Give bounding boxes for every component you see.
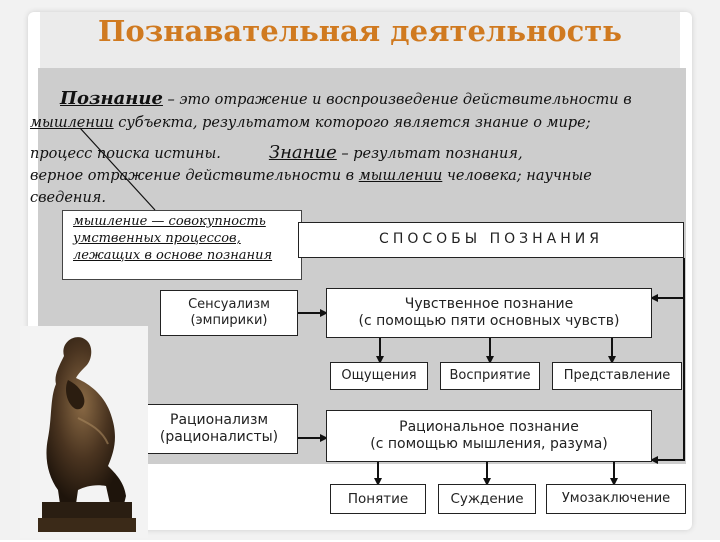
definition-line-2: мышлении субъекта, результатом которого является знание о мире; (30, 115, 591, 131)
definition-line-5: сведения. (30, 190, 107, 206)
judgment-box: Суждение (438, 484, 536, 514)
thinking-note: мышление — совокупность умственных процессов, лежащих в основе познания (62, 210, 302, 280)
rationalism-box: Рационализм (рационалисты) (140, 404, 298, 454)
term-cognition: Познание (60, 88, 163, 109)
sensory-cognition-box: Чувственное познание (с помощью пяти основных чувств) (326, 288, 652, 338)
representation-box: Представление (552, 362, 682, 390)
definition-line-1: Познание – это отражение и воспроизведение действительности в (60, 88, 632, 109)
sensation-box: Ощущения (330, 362, 428, 390)
sensualism-box: Сенсуализм (эмпирики) (160, 290, 298, 336)
arrow-to-rational (652, 258, 684, 460)
rational-cognition-box: Рациональное познание (с помощью мышления, разума) (326, 410, 652, 462)
perception-box: Восприятие (440, 362, 540, 390)
inference-box: Умозаключение (546, 484, 686, 514)
term-knowledge: Знание (268, 142, 337, 163)
page-title: Познавательная деятельность (98, 14, 622, 48)
thinker-statue-icon (20, 326, 148, 538)
definition-line-4: верное отражение действительности в мышлении человека; научные (30, 168, 592, 184)
ways-of-cognition-header: СПОСОБЫ ПОЗНАНИЯ (298, 222, 684, 258)
concept-box: Понятие (330, 484, 426, 514)
pointer-line (80, 128, 155, 210)
definition-line-3: процесс поиска истины. Знание – результат познания, (30, 142, 523, 163)
